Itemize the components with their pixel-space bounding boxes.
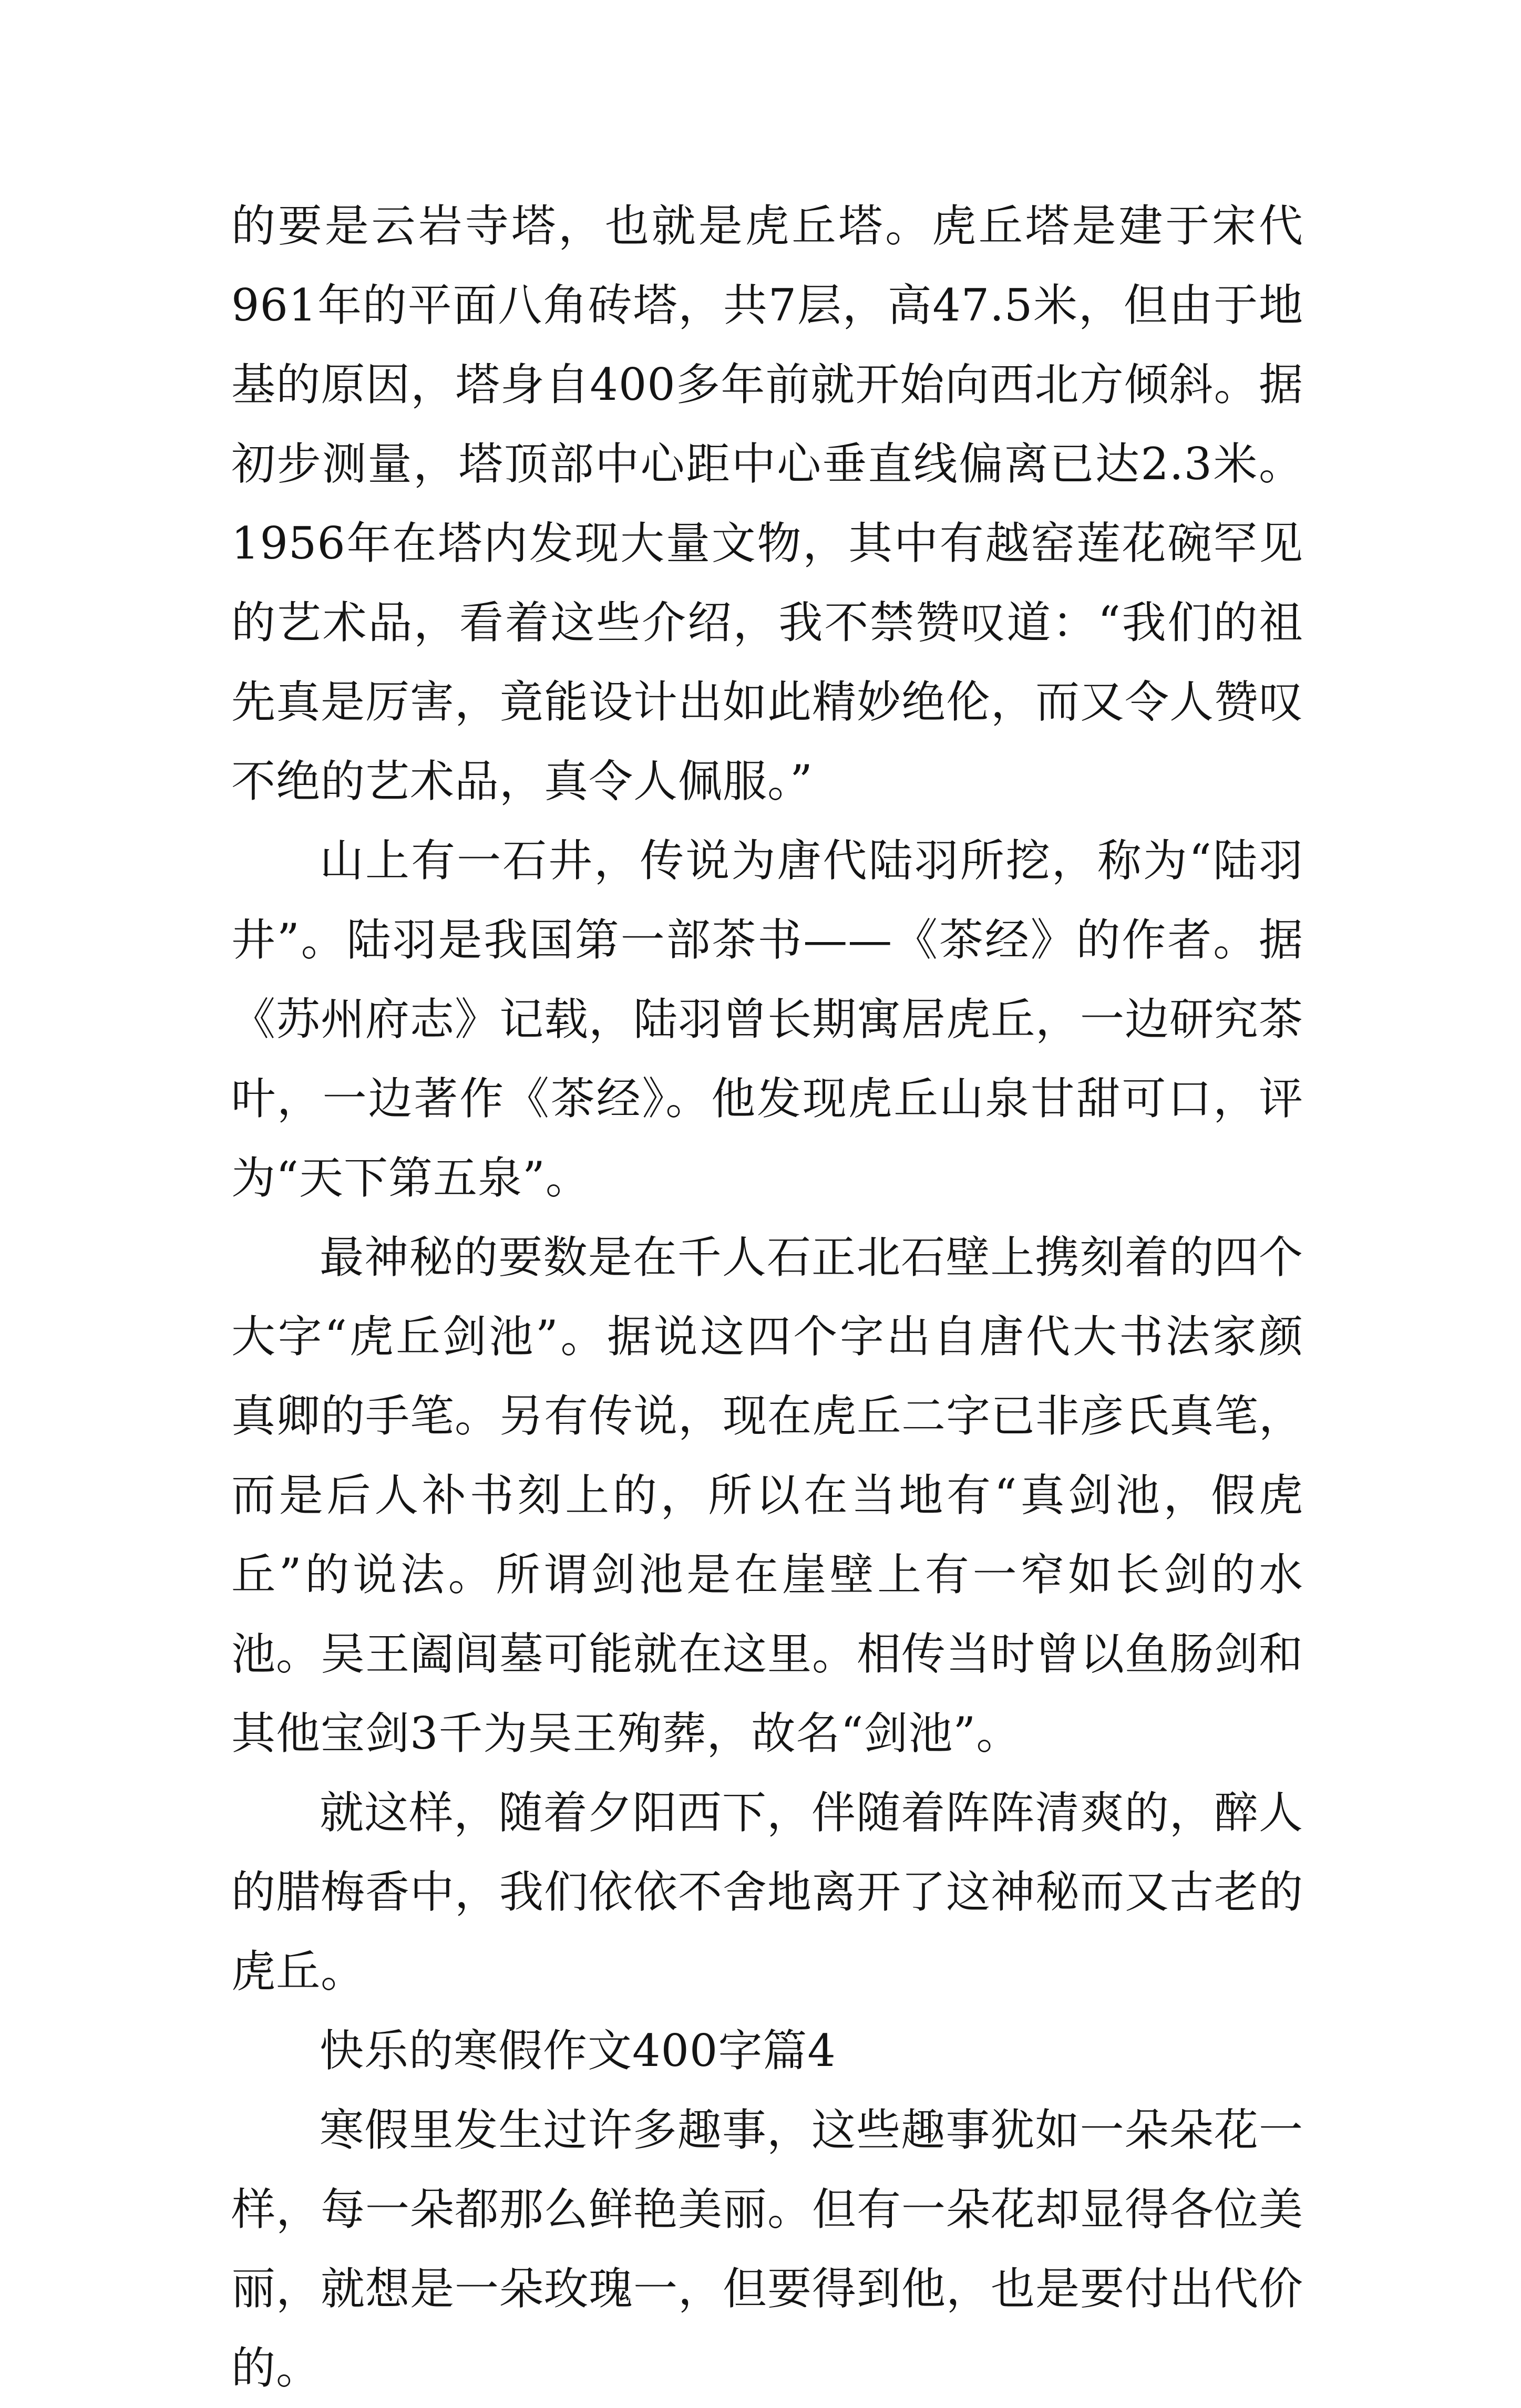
document-body (231, 187, 1303, 2408)
paragraph-luyu-well: 山上有一石井，传说为唐代陆羽所挖，称为“陆羽井”。陆羽是我国第一部茶书——《茶经》的作者。据《苏州府志》记载，陆羽曾长期寓居虎丘，一边研究茶叶，一边著作《茶经》。他发现虎丘山泉甘甜可口，评为“天下第五泉”。 (231, 835, 1304, 1204)
section-heading: 快乐的寒假作文400字篇4 (320, 2025, 836, 2076)
paragraph-pagoda: 的要是云岩寺塔，也就是虎丘塔。虎丘塔是建于宋代961年的平面八角砖塔，共7层，高47.5米，但由于地基的原因，塔身自400多年前就开始向西北方倾斜。据初步测量，塔顶部中心距中心垂直线偏离已达2.3米。1956年在塔内发现大量文物，其中有越窑莲花碗罕见的艺术品，看着这些介绍，我不禁赞叹道：“我们的祖先真是厉害，竟能设计出如此精妙绝伦，而又令人赞叹不绝的艺术品，真令人佩服。” (231, 200, 1304, 807)
paragraph-winter-break: 寒假里发生过许多趣事，这些趣事犹如一朵朵花一样，每一朵都那么鲜艳美丽。但有一朵花却显得各位美丽，就想是一朵玫瑰一，但要得到他，也是要付出代价的。 (231, 2104, 1304, 2394)
paragraph-sword-pool: 最神秘的要数是在千人石正北石壁上携刻着的四个大字“虎丘剑池”。据说这四个字出自唐代大书法家颜真卿的手笔。另有传说，现在虎丘二字已非彦氏真笔，而是后人补书刻上的，所以在当地有“真剑池，假虎丘”的说法。所谓剑池是在崖壁上有一窄如长剑的水池。吴王阖闾墓可能就在这里。相传当时曾以鱼肠剑和其他宝剑3千为吴王殉葬，故名“剑池”。 (231, 1232, 1304, 1759)
paragraph-departure: 就这样，随着夕阳西下，伴随着阵阵清爽的，醉人的腊梅香中，我们依依不舍地离开了这神秘而又古老的虎丘。 (231, 1787, 1304, 1997)
